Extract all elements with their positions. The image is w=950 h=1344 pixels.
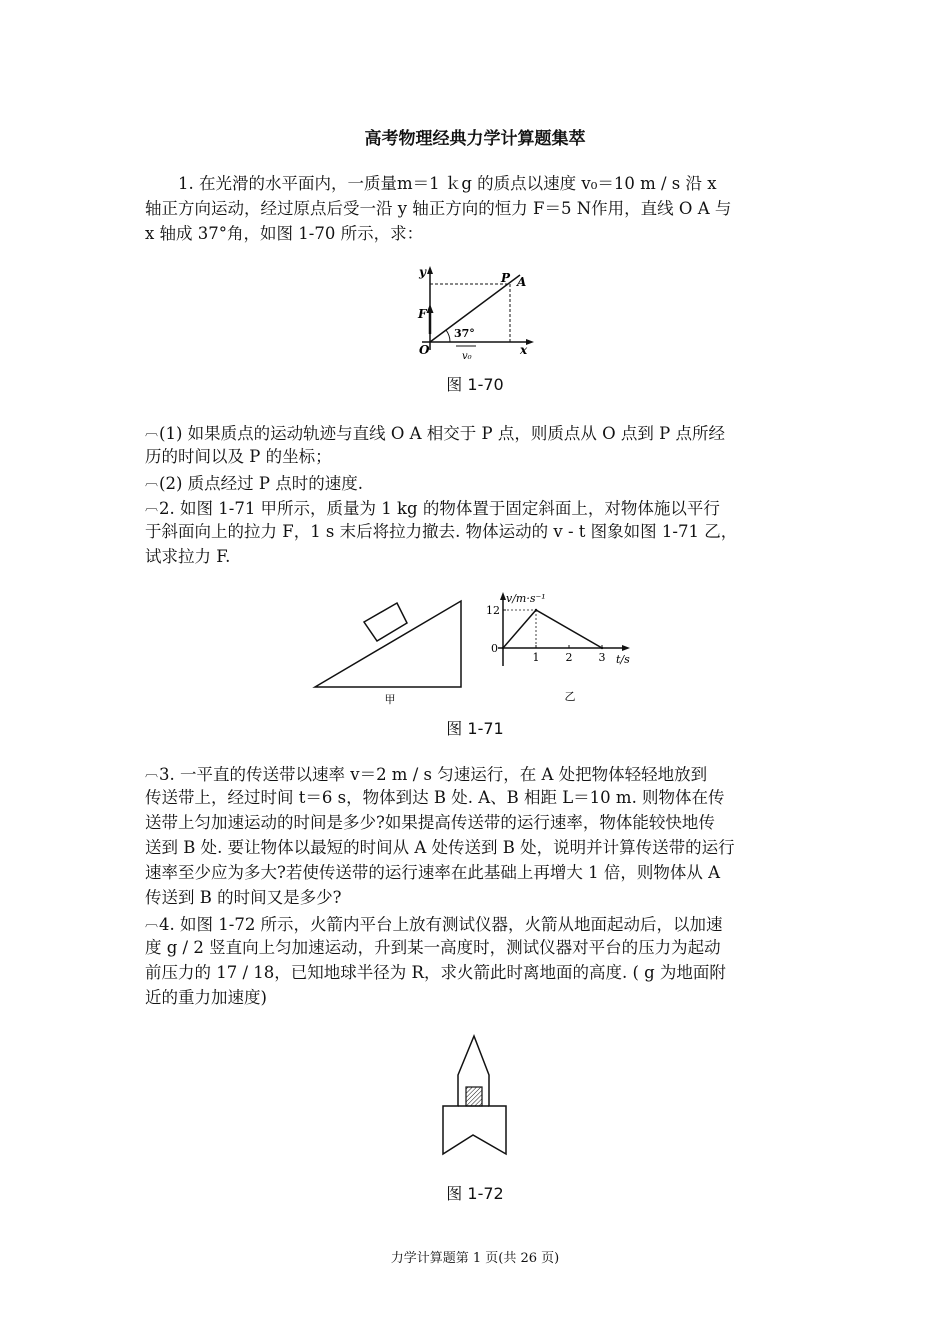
figure-1-70 [410,262,540,362]
figure-caption: 图 1-72 [446,1184,504,1203]
x-label: x [520,343,528,357]
o-label: O [419,343,430,357]
text-line: x 轴成 37°角，如图 1-70 所示，求： [145,224,424,243]
panel-label: 乙 [564,690,576,703]
text-line: 前压力的 17 / 18，已知地球半径为 R，求火箭此时离地面的高度. ( g 为地面附 [145,963,726,982]
sub-question-1a: (1) 如果质点的运动轨迹与直线 O A 相交于 P 点，则质点从 O 点到 P 点所经 [159,424,726,443]
question-3-text [145,760,810,910]
text-line: ︹3. 一平直的传送带以速率 v＝2 m / s 匀速运行，在 A 处把物体轻轻地放到 [145,765,708,784]
text-line: ︹(1) 如果质点的运动轨迹与直线 O A 相交于 P 点，则质点从 O 点到 P 点所经 [145,424,726,443]
force-arrowhead [427,304,434,313]
text-line: ︹(2) 质点经过 P 点时的速度. [145,474,363,493]
y-tick-label: 12 [486,604,500,617]
vt-chart [488,588,648,704]
p-label: P [501,271,511,285]
question-4-text [145,910,810,1010]
angle-label: 37° [454,327,475,340]
x-axis-arrow [622,645,630,651]
question-2-text [145,494,810,569]
text-line: ︹2. 如图 1-71 甲所示，质量为 1 kg 的物体置于固定斜面上，对物体施以平行 [145,499,720,518]
text-line: 试求拉力 F. [145,547,231,566]
data-point [535,609,537,611]
y-axis-label: v/m·s⁻¹ [506,592,546,605]
f-label: F [418,307,427,321]
line-oa [430,275,520,342]
angle-arc [446,330,450,342]
y-axis-arrow [427,266,433,274]
page-title: 高考物理经典力学计算题集萃 [364,129,586,149]
v0-label: v₀ [462,351,472,362]
text-line: 度 g / 2 竖直向上匀加速运动，升到某一高度时，测试仪器对平台的压力为起动 [145,938,721,957]
text-line: 1. 在光滑的水平面内，一质量m＝1 ｋg 的质点以速度 v₀＝10 m / s 沿 x [145,174,717,193]
question-1-text [145,171,810,246]
series-line [503,610,602,648]
test-instrument [466,1087,482,1106]
x-tick-label: 2 [565,651,573,664]
x-tick-label: 3 [598,651,606,664]
text-line: 于斜面向上的拉力 F，1 s 末后将拉力撤去. 物体运动的 v - t 图象如图 1-71 乙， [145,522,738,541]
x-tick-label: 1 [532,651,540,664]
x-axis-label: t/s [616,653,630,666]
x-axis-arrow [526,339,534,345]
text-line: 传送到 B 的时间又是多少? [145,888,342,907]
text-line: 送到 B 处. 要让物体以最短的时间从 A 处传送到 B 处，说明并计算传送带的运行 [145,838,735,857]
rocket-figure [440,1030,520,1160]
text-line: ︹4. 如图 1-72 所示，火箭内平台上放有测试仪器，火箭从地面起动后，以加速 [145,915,723,934]
incline-label: 甲 [384,693,396,706]
text-line: 传送带上，经过时间 t＝6 s，物体到达 B 处. A、B 相距 L＝10 m. 则物体在传 [145,788,725,807]
origin-label: 0 [491,642,498,655]
figure-caption: 图 1-70 [446,375,504,394]
y-label: y [419,265,426,279]
figure-incline [310,596,470,706]
question-1-parts [145,419,810,494]
sub-question-1b: (2) 质点经过 P 点时的速度. [159,474,363,493]
block [364,603,407,641]
text-span: 2. 如图 1-71 甲所示，质量为 1 kg 的物体置于固定斜面上，对物体施以平行 [159,499,720,518]
text-line: 速率至少应为多大?若使传送带的运行速率在此基础上再增大 1 倍，则物体从 A [145,863,720,882]
data-point [502,647,504,649]
text-line: 轴正方向运动，经过原点后受一沿 y 轴正方向的恒力 F＝5 N作用，直线 O A 与 [145,199,732,218]
figure-caption: 图 1-71 [446,719,504,738]
text-line: 近的重力加速度) [145,988,267,1007]
text-span: 4. 如图 1-72 所示，火箭内平台上放有测试仪器，火箭从地面起动后，以加速 [159,915,723,934]
a-label: A [517,275,527,289]
text-line: 送带上匀加速运动的时间是多少?如果提高传送带的运行速率，物体能较快地传 [145,813,715,832]
text-line: 历的时间以及 P 的坐标； [145,447,332,466]
page-footer: 力学计算题第 1 页(共 26 页) [390,1251,560,1266]
text-span: 3. 一平直的传送带以速率 v＝2 m / s 匀速运行，在 A 处把物体轻轻地放到 [159,765,708,784]
